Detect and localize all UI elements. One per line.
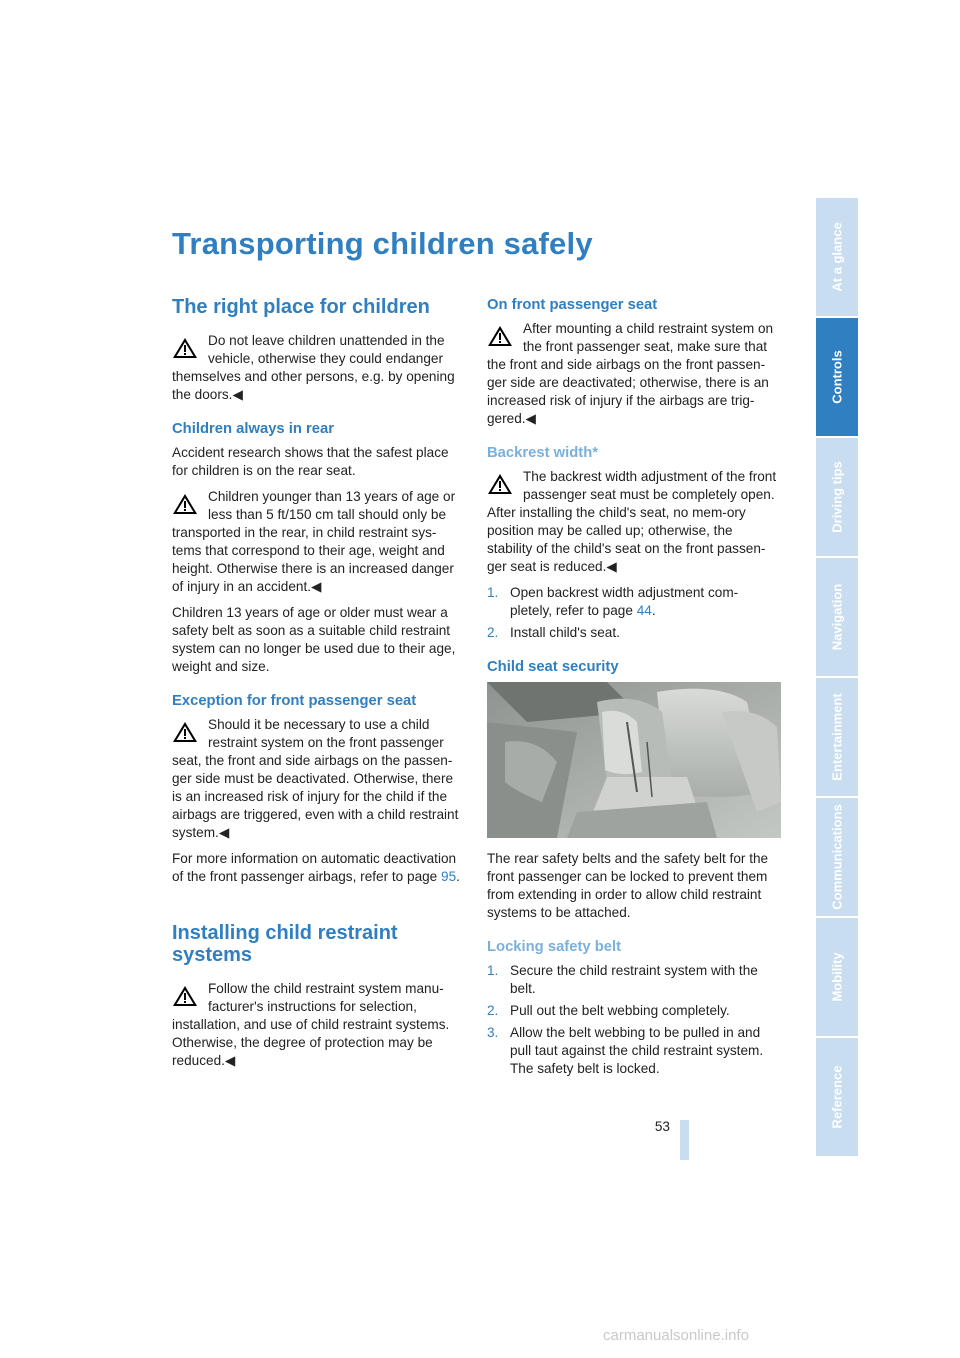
warning-triangle-icon: [172, 336, 198, 360]
warning-triangle-icon: [487, 472, 513, 496]
page-number: 53: [654, 1119, 670, 1134]
paragraph-text: For more information on automatic deactivation of the front passenger airbags, refer to page: [172, 851, 457, 884]
warning-triangle-icon: [487, 324, 513, 348]
list-item: [487, 624, 779, 642]
tab-mobility[interactable]: [816, 918, 858, 1036]
tab-at-a-glance[interactable]: [816, 198, 858, 316]
list-item: [487, 962, 779, 998]
warning-text: Children younger than 13 years of age or less than 5 ft/150 cm tall should only be transported in the rear, in child restraint sys-tems that correspond to their age, weight and height. Otherwise there is an increased danger of injury in an accident.◀: [172, 489, 456, 594]
subheading-exception-front: Exception for front passenger seat: [172, 693, 417, 709]
paragraph: The rear safety belts and the safety belt for the front passenger can be locked to prevent them from extending in order to allow child restraint systems to be attached.: [487, 851, 769, 920]
paragraph: [172, 850, 464, 886]
page-link-95[interactable]: 95: [441, 869, 457, 884]
warning-triangle-icon: [172, 720, 198, 744]
step-number: 1.: [487, 585, 499, 600]
tab-label: Controls: [829, 350, 845, 404]
section-heading-right-place: The right place for children: [172, 296, 430, 318]
tab-label: Entertainment: [829, 693, 845, 781]
list-item: [487, 1002, 779, 1020]
tab-entertainment[interactable]: [816, 678, 858, 796]
steps-locking: [487, 962, 779, 1078]
warning-text: Should it be necessary to use a child restraint system on the front passenger seat, the front and side airbags on the passen-ger side must be deactivated. Otherwise, there is an increased risk of injury for the child if the airbags are triggered, even with a child restraint system.◀: [172, 717, 459, 840]
tab-label: Driving tips: [829, 461, 845, 533]
page-link-44[interactable]: 44: [636, 603, 652, 618]
footer-watermark: carmanualsonline.info: [603, 1327, 749, 1344]
left-column: [172, 296, 464, 1078]
warning-triangle-icon: [172, 492, 198, 516]
warning-block: [487, 320, 779, 428]
tab-label: Reference: [829, 1065, 845, 1129]
warning-block: [172, 332, 464, 404]
list-item: [487, 584, 779, 620]
warning-block: [172, 716, 464, 842]
child-seat-photo: [487, 682, 781, 838]
step-text: Allow the belt webbing to be pulled in and pull taut against the child restraint system. The safety belt is locked.: [510, 1025, 764, 1076]
subheading-children-rear: Children always in rear: [172, 421, 335, 437]
step-number: 2.: [487, 625, 499, 640]
warning-block: [487, 468, 779, 576]
warning-triangle-icon: [172, 984, 198, 1008]
step-text: Open backrest width adjustment com-pletely, refer to page: [510, 585, 739, 618]
step-text: Pull out the belt webbing completely.: [510, 1003, 730, 1018]
tab-label: Communications: [829, 804, 845, 910]
warning-text: After mounting a child restraint system on the front passenger seat, make sure that the front and side airbags on the front passen-ger side are deactivated; otherwise, there is an increased risk of injury if the airbags are trig-gered.◀: [487, 321, 774, 426]
right-column: [487, 296, 779, 1086]
warning-block: [172, 980, 464, 1070]
tab-communications[interactable]: [816, 798, 858, 916]
step-number: 1.: [487, 963, 499, 978]
step-number: 3.: [487, 1025, 499, 1040]
side-tabs: [816, 198, 858, 1160]
subheading-child-seat-security: Child seat security: [487, 659, 619, 675]
subheading-front-passenger: On front passenger seat: [487, 297, 658, 313]
tab-driving-tips[interactable]: [816, 438, 858, 556]
section-heading-installing: Installing child restraint systems: [172, 922, 398, 966]
subheading-backrest-width: Backrest width*: [487, 445, 599, 461]
tab-controls[interactable]: [816, 318, 858, 436]
warning-text: The backrest width adjustment of the front passenger seat must be completely open. After installing the child's seat, no mem-ory position may be called up; otherwise, the stability of the child's seat on the front passen-ger seat is reduced.◀: [487, 469, 777, 574]
warning-text: Do not leave children unattended in the vehicle, otherwise they could endanger themselves and other persons, e.g. by opening the doors.◀: [172, 333, 455, 402]
tab-reference[interactable]: [816, 1038, 858, 1156]
paragraph-end: .: [456, 869, 460, 884]
paragraph: Children 13 years of age or older must wear a safety belt as soon as a suitable child restraint system can no longer be used due to their age, weight and size.: [172, 605, 456, 674]
warning-block: [172, 488, 464, 596]
steps-backrest: [487, 584, 779, 642]
step-text: Install child's seat.: [510, 625, 620, 640]
list-item: [487, 1024, 779, 1078]
tab-navigation[interactable]: [816, 558, 858, 676]
tab-label: Mobility: [829, 952, 845, 1002]
page-marker-bar: [680, 1120, 689, 1160]
page-title: Transporting children safely: [172, 226, 593, 261]
tab-label: At a glance: [829, 222, 845, 292]
step-text: Secure the child restraint system with the belt.: [510, 963, 758, 996]
subheading-locking-belt: Locking safety belt: [487, 939, 622, 955]
warning-text: Follow the child restraint system manu-facturer's instructions for selection, installation, and use of child restraint systems. Otherwise, the degree of protection may be reduced.◀: [172, 981, 450, 1068]
tab-label: Navigation: [829, 583, 845, 651]
paragraph: Accident research shows that the safest place for children is on the rear seat.: [172, 445, 449, 478]
step-end: .: [651, 603, 656, 618]
step-number: 2.: [487, 1003, 499, 1018]
